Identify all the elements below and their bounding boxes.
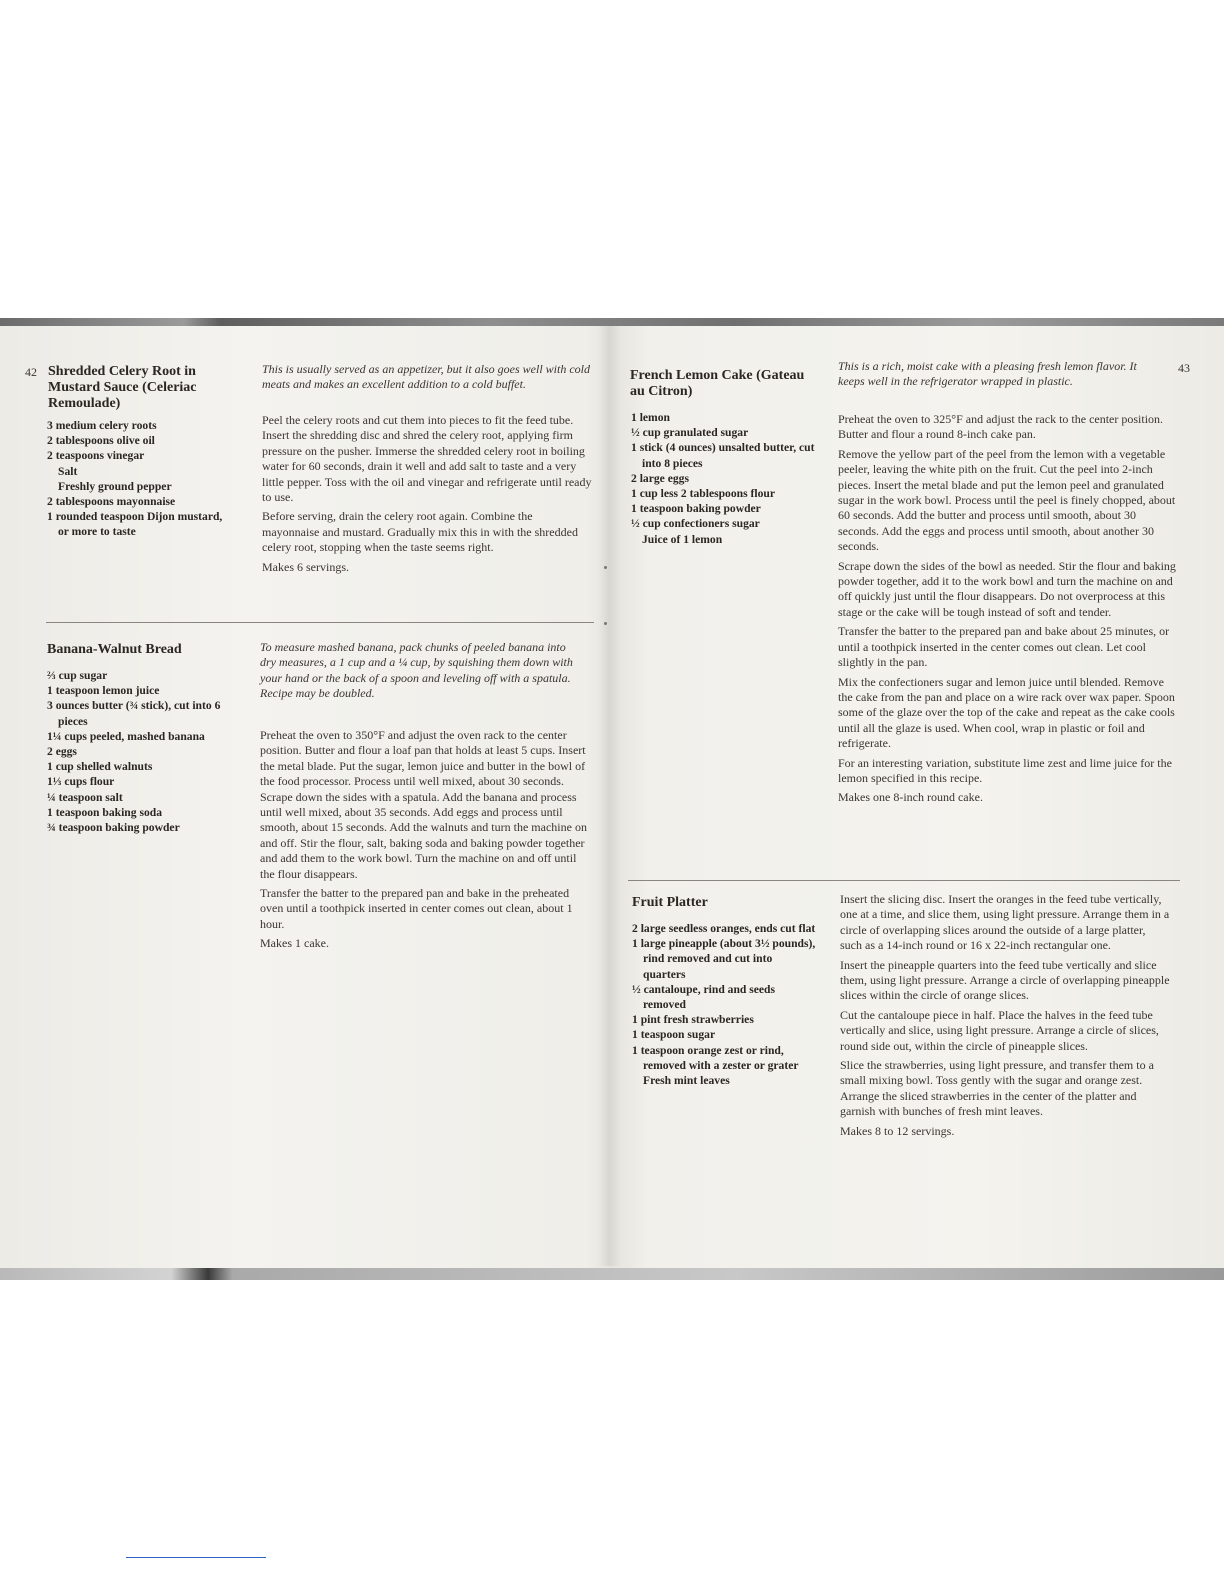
- ingredient-item: 1 large pineapple (about 3½ pounds), rind removed and cut into quarters: [632, 937, 816, 981]
- recipe-step: Peel the celery roots and cut them into pieces to fit the feed tube. Insert the shredding disc and shred the celery root, applying firm pressure on the pusher. Immerse the shredded celery root in boiling water for 60 seconds, drain it well and add salt to taste and a very little pepper. Toss with the oil and vinegar and refrigerate until ready to use.: [262, 413, 592, 505]
- page-speck: [604, 566, 607, 569]
- recipe-title-banana-bread: Banana-Walnut Bread: [47, 642, 182, 657]
- ingredient-list-lemon-cake: [631, 410, 826, 547]
- ingredient-item: 1 teaspoon lemon juice: [47, 684, 160, 698]
- ingredient-item: ½ cup granulated sugar: [631, 426, 749, 440]
- recipe-step: Transfer the batter to the prepared pan and bake about 25 minutes, or until a toothpick inserted in the center comes out clean. Let cool slightly in the pan.: [838, 624, 1170, 670]
- ingredient-item: ½ cantaloupe, rind and seeds removed: [632, 982, 776, 1012]
- ingredient-item: 1¼ cups peeled, mashed banana: [47, 729, 205, 743]
- ingredient-item: 1 pint fresh strawberries: [632, 1013, 754, 1027]
- recipe-step: Transfer the batter to the prepared pan and bake in the preheated oven until a toothpick inserted in center comes out clean, about 1 hour.: [260, 886, 573, 931]
- ingredient-item: ½ cup confectioners sugar: [631, 517, 760, 531]
- recipe-intro-lemon-cake: This is a rich, moist cake with a pleasing fresh lemon flavor. It keeps well in the refrigerator wrapped in plastic.: [838, 359, 1137, 389]
- footer-rule: [126, 1557, 266, 1558]
- ingredient-item: 1 teaspoon baking soda: [47, 805, 163, 819]
- page-speck: [604, 622, 607, 625]
- recipe-title-fruit-platter: Fruit Platter: [632, 895, 708, 910]
- book-gutter: [598, 326, 620, 1266]
- ingredient-item: ¾ teaspoon baking powder: [47, 821, 180, 835]
- ingredient-item: 1 stick (4 ounces) unsalted butter, cut into 8 pieces: [631, 441, 815, 470]
- recipe-yield: Makes 8 to 12 servings.: [840, 1123, 955, 1138]
- ingredient-item: 1 lemon: [631, 411, 670, 424]
- recipe-step: Cut the cantaloupe piece in half. Place the halves in the feed tube vertically and slice, using light pressure. Arrange a circle of slices, round side out, within the circle of pineapple slices.: [840, 1007, 1159, 1053]
- recipe-steps-lemon-cake: [838, 412, 1176, 810]
- section-divider: [46, 622, 594, 623]
- ingredient-item: 2 eggs: [47, 745, 77, 759]
- ingredient-item: 2 large eggs: [631, 471, 689, 485]
- recipe-intro-banana-bread: To measure mashed banana, pack chunks of peeled banana into dry measures, a 1 cup and a ¼ cup, by squishing them down with your hand or the back of a spoon and leveling off with a spatula. Recipe may be doubled.: [260, 640, 573, 701]
- ingredient-item: 1 cup less 2 tablespoons flour: [631, 487, 775, 501]
- ingredient-item: 1 cup shelled walnuts: [47, 760, 153, 774]
- ingredient-item: 2 large seedless oranges, ends cut flat: [632, 922, 816, 935]
- recipe-step: Mix the confectioners sugar and lemon juice until blended. Remove the cake from the pan and place on a wire rack over wax paper. Spoon some of the glaze over the top of the cake and repeat as the cake cools until all the glaze is used. When cool, wrap in plastic or foil and refrigerate.: [838, 674, 1175, 751]
- recipe-step: Slice the strawberries, using light pressure, and transfer them to a small mixing bowl. Toss gently with the sugar and orange zest. Arrange the sliced strawberries in the center of the platter and garnish with bunches of fresh mint leaves.: [840, 1058, 1154, 1119]
- ingredient-item: 3 medium celery roots: [47, 419, 157, 432]
- ingredient-item: 2 teaspoons vinegar: [47, 449, 145, 463]
- ingredient-item: ¼ teaspoon salt: [47, 790, 123, 804]
- ingredient-item: Fresh mint leaves: [643, 1074, 730, 1088]
- ingredient-item: 2 tablespoons mayonnaise: [47, 495, 176, 509]
- section-divider: [628, 880, 1180, 881]
- recipe-yield: Makes 1 cake.: [260, 936, 329, 951]
- page-number-left: 42: [25, 365, 37, 379]
- recipe-step: Insert the slicing disc. Insert the oranges in the feed tube vertically, one at a time, and slice them, using light pressure. Arrange them in a circle of overlapping slices around the outside of a large platter, such as a 14-inch round or 16 x 22-inch rectangular one.: [840, 892, 1170, 953]
- ingredient-list-banana-bread: [47, 668, 232, 835]
- recipe-step: Before serving, drain the celery root again. Combine the mayonnaise and mustard. Gradually mix this in with the shredded celery root, stopping when the taste seems right.: [262, 509, 578, 555]
- ingredient-list-celeriac: [47, 418, 232, 540]
- recipe-steps-fruit-platter: [840, 892, 1170, 1143]
- recipe-step: Scrape down the sides of the bowl as needed. Stir the flour and baking powder together, add it to the work bowl and turn the machine on and off quickly just until the flour disappears. Do not overprocess at this stage or the cake will be tough instead of soft and tender.: [838, 558, 1176, 619]
- ingredient-list-fruit-platter: [632, 921, 817, 1088]
- recipe-step: Insert the pineapple quarters into the feed tube vertically and slice them, using light pressure. Arrange a circle of overlapping pineapple slices within the circle of orange slices.: [840, 957, 1170, 1003]
- ingredient-item: 2 tablespoons olive oil: [47, 434, 155, 448]
- recipe-steps-celeriac: [262, 413, 592, 579]
- page-top-edge: [0, 318, 1224, 326]
- recipe-yield: Makes 6 servings.: [262, 559, 349, 574]
- ingredient-item: 1 teaspoon sugar: [632, 1028, 716, 1042]
- ingredient-item: Freshly ground pepper: [58, 479, 172, 493]
- recipe-steps-banana-bread: [260, 728, 593, 956]
- recipe-step: Preheat the oven to 325°F and adjust the rack to the center position. Butter and flour a round 8-inch cake pan.: [838, 412, 1164, 442]
- book-spread: [0, 318, 1224, 1280]
- ingredient-item: 1 teaspoon orange zest or rind, removed with a zester or grater: [632, 1043, 799, 1072]
- ingredient-item: 1 teaspoon baking powder: [631, 502, 761, 516]
- recipe-title-celeriac: Shredded Celery Root in Mustard Sauce (Celeriac Remoulade): [48, 364, 197, 411]
- ingredient-item: 1 rounded teaspoon Dijon mustard, or more to taste: [47, 510, 223, 539]
- page-number-right: 43: [1178, 361, 1190, 375]
- ingredient-item: 1⅓ cups flour: [47, 775, 115, 789]
- recipe-step: For an interesting variation, substitute lime zest and lime juice for the lemon specified in this recipe.: [838, 755, 1172, 785]
- recipe-yield: Makes one 8-inch round cake.: [838, 790, 983, 805]
- ingredient-item: 3 ounces butter (¾ stick), cut into 6 pieces: [47, 699, 221, 728]
- ingredient-item: Juice of 1 lemon: [642, 532, 723, 546]
- recipe-step: Preheat the oven to 350°F and adjust the oven rack to the center position. Butter and flour a loaf pan that holds at least 5 cups. Insert the metal blade. Put the sugar, lemon juice and butter in the bowl of the food processor. Process until well mixed, about 30 seconds. Scrape down the sides with a spatula. Add the banana and process until well mixed, about 35 seconds. Add eggs and process until smooth, about 15 seconds. Add the walnuts and turn the machine on and off. Stir the flour, salt, baking soda and baking powder together and add them to the work bowl. Turn the machine on and off until the flour disappears.: [260, 728, 587, 881]
- ingredient-item: Salt: [58, 464, 78, 478]
- recipe-title-lemon-cake: French Lemon Cake (Gateau au Citron): [630, 368, 805, 399]
- ingredient-item: ⅔ cup sugar: [47, 669, 108, 682]
- recipe-step: Remove the yellow part of the peel from the lemon with a vegetable peeler, leaving the white pith on the fruit. Cut the peel into 2-inch pieces. Insert the metal blade and put the lemon peel and granulated sugar in the work bowl. Process until the peel is finely chopped, about 60 seconds. Add the butter and process until smooth, about 30 seconds. Add the eggs and process until smooth, about another 30 seconds.: [838, 446, 1176, 554]
- page-bottom-edge: [0, 1268, 1224, 1280]
- recipe-intro-celeriac: This is usually served as an appetizer, but it also goes well with cold meats and makes an excellent addition to a cold buffet.: [262, 362, 590, 392]
